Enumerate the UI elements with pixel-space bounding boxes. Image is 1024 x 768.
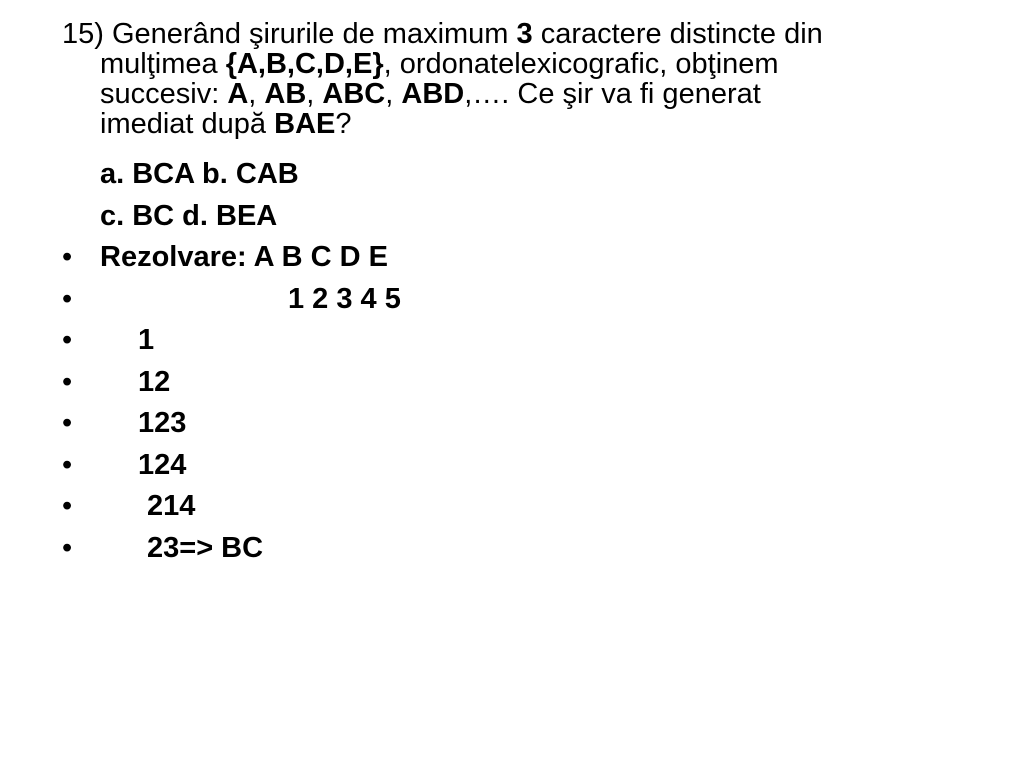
list-item bbox=[62, 283, 962, 325]
question-text-part: mulţimea bbox=[100, 48, 226, 80]
solution-step: 123 bbox=[138, 407, 187, 439]
question-text-part: , ordonatelexicografic, obţinem bbox=[383, 48, 779, 80]
bullet-icon: • bbox=[62, 241, 73, 273]
question-bold-part: {A,B,C,D,E} bbox=[225, 48, 384, 80]
solution-step: 12 bbox=[138, 365, 171, 398]
question-bold-part: 3 bbox=[516, 18, 533, 50]
list-item bbox=[62, 324, 962, 366]
question-bold-part: ABC bbox=[322, 78, 386, 110]
question-line-4 bbox=[62, 109, 982, 139]
list-item bbox=[62, 366, 962, 408]
bullet-icon: • bbox=[62, 531, 73, 564]
solution-list bbox=[62, 241, 962, 573]
solution-step: 124 bbox=[138, 448, 187, 481]
question-text-part: imediat după bbox=[100, 108, 275, 140]
question-text-part: , bbox=[385, 78, 402, 110]
list-item bbox=[62, 407, 962, 449]
answer-options-line-2: c. BC d. BEA bbox=[100, 200, 278, 232]
question-text-part: ,…. Ce şir va fi generat bbox=[464, 78, 761, 110]
question-text-part: 15) Generând şirurile de maximum bbox=[62, 18, 517, 50]
solution-step: 1 bbox=[138, 324, 155, 356]
list-item bbox=[62, 241, 962, 283]
question-line-3 bbox=[62, 79, 982, 109]
solution-step: 214 bbox=[147, 490, 196, 522]
question-text-part: , bbox=[306, 78, 323, 110]
question-text-part: ? bbox=[335, 108, 352, 140]
question-text-part: succesiv: bbox=[100, 78, 228, 110]
question-bold-part: AB bbox=[264, 78, 307, 110]
question-bold-part: A bbox=[227, 78, 249, 110]
bullet-icon: • bbox=[62, 407, 73, 439]
question-text-part: caractere distincte din bbox=[532, 18, 823, 50]
solution-result: 23=> BC bbox=[147, 531, 264, 564]
answer-options-line-1: a. BCA b. CAB bbox=[100, 158, 299, 190]
bullet-icon: • bbox=[62, 448, 73, 481]
question-line-1 bbox=[62, 19, 982, 49]
question-bold-part: BAE bbox=[274, 108, 336, 140]
bullet-icon: • bbox=[62, 490, 73, 522]
solution-header: Rezolvare: A B C D E bbox=[100, 241, 388, 273]
bullet-icon: • bbox=[62, 282, 73, 315]
list-item bbox=[62, 532, 962, 574]
bullet-icon: • bbox=[62, 365, 73, 398]
list-item bbox=[62, 490, 962, 532]
list-item bbox=[62, 449, 962, 491]
question-bold-part: ABD bbox=[401, 78, 465, 110]
question-text-part: , bbox=[248, 78, 265, 110]
bullet-icon: • bbox=[62, 324, 73, 356]
question-line-2 bbox=[62, 49, 982, 79]
question-text bbox=[62, 19, 982, 139]
solution-index-row: 1 2 3 4 5 bbox=[288, 282, 401, 315]
